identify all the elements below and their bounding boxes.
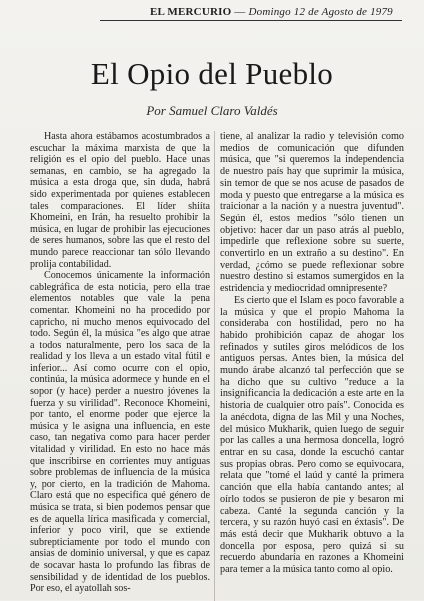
masthead [150,6,394,18]
article-title: El Opio del Pueblo [90,56,334,91]
paragraph: Es cierto que el Islam es poco favorable a la música y que el propio Mahoma la consideraba con hostilidad, pero no ha habido prohibición capaz de ahogar los refinados y sutiles giros melódicos de los antiguos persas. Antes bien, la música del mundo árabe alcanzó tal perfección que se ha dicho que su cultivo "reduce a la insignificancia la dedicación a este arte en la historia de cualquier otro país". Conocida es la anécdota, digna de las Mil y una Noches, del músico Mukharik, quien luego de seguir por las calles a una hermosa doncella, logró entrar en su casa, donde la escuchó cantar sus propias obras. Pero como se equivocara, relata que "tomé el laúd y canté la primera canción que ella había cantando antes; al oírlo todos se pusieron de pie y besaron mi cabeza. Canté la segunda canción y la tercera, y su razón huyó casi en éxtasis". De más está decir que Mukharik obtuvo a la doncella por esposa, pero quizá si su recuerdo abundaría en razones a Khomeini para temer a la música tanto como al opio. [220,294,404,576]
masthead-separator: — [231,6,249,18]
newspaper-name: EL MERCURIO [150,6,232,18]
article-left-column [30,131,210,595]
article-right-column [220,131,404,576]
publication-date: Domingo 12 de Agosto de 1979 [248,6,393,18]
masthead-rule [100,20,402,21]
article-byline: Por Samuel Claro Valdés [146,103,278,118]
paragraph: tiene, al analizar la radio y televisión como medios de comunicación que difunden música, que "si queremos la independencia de nuestro país hay que suprimir la música, sin temor de que se nos acuse de pasados de moda y puesto que entregarse a la música es traicionar a la nación y a nuestra juventud". Según él, estos medios "sólo tienen un objetivo: hacer dar un paso atrás al pueblo, impedirle que reflexione sobre su suerte, convertirlo en un extraño a su destino". En verdad, ¿cómo se puede reflexionar sobre nuestro destino si estamos sumergidos en la estridencia y mediocridad omnipresente? [220,131,404,295]
paragraph: Conocemos únicamente la información cablegráfica de esta noticia, pero ella trae elementos notables que vale la pena comentar. Khomeini no ha procedido por capricho, ni mucho menos equivocado del todo. Según él, la música "es algo que atrae a todos naturalmente, pero los saca de la realidad y los lleva a un estado vital fútil e inferior... Así como ocurre con el opio, continúa, la música adormece y hunde en el sopor (y hace) perder a nuestro jóvenes la fuerza y su virilidad". Reconoce Khomeini, por tanto, el enorme poder que ejerce la música y le asigna una influencia, en este caso, tan negativa como para hacer perder vitalidad y virilidad. En esto no hace más que inscribirse en corrientes muy antiguas sobre problemas de influencia de la música y, por cierto, en la tradición de Mahoma. Claro está que no especifica qué género de música se trata, si bien podemos pensar que es de aquella lírica masificada y comercial, inferior y poco viril, que se extiende subrepticiamente por todo el mundo con ansias de dominio universal, y que es capaz de socavar hasta lo profundo las fibras de sensibilidad y de identidad de los pueblos. Por eso, el ayatollah sos- [30,270,210,595]
column-divider [214,131,215,601]
paragraph: Hasta ahora estábamos acostumbrados a escuchar la máxima marxista de que la religión es el opio del pueblo. Hace unas semanas, en cambio, se ha agregado la música a esta droga que, sin duda, habrá sido experimentada por quienes establecen tales comparaciones. El líder shiíta Khomeini, en Irán, ha resuelto prohibir la música, en lugar de prohibir las ejecuciones de seres humanos, sobre las que el resto del mundo parece reaccionar tan sólo llevando prolija contabilidad. [30,131,210,270]
